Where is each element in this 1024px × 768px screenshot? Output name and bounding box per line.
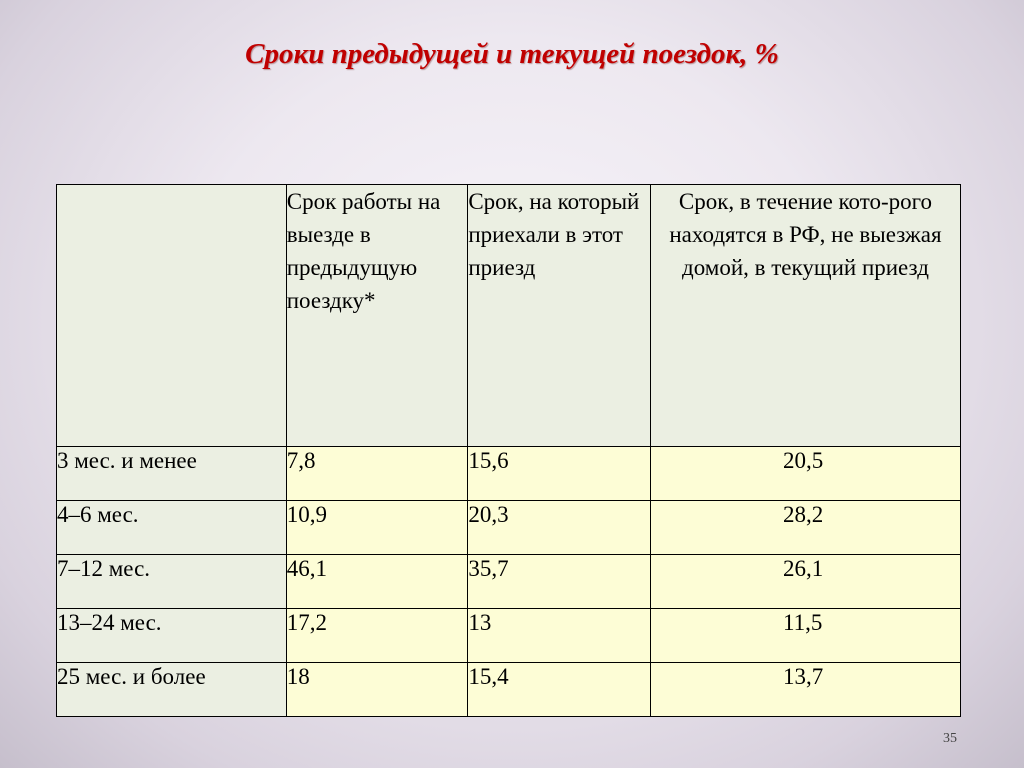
table-row [57,663,961,717]
slide-title: Сроки предыдущей и текущей поездок, % [245,38,779,70]
table-cell: 11,5 [650,609,960,663]
table-row [57,447,961,501]
table-row [57,501,961,555]
table-cell: 15,4 [468,663,651,717]
row-label: 13–24 мес. [57,609,287,663]
table-cell: 15,6 [468,447,651,501]
table-row [57,555,961,609]
row-label: 3 мес. и менее [57,447,287,501]
table-header-corner [57,185,287,447]
table-header-previous-trip: Срок работы на выезде в предыдущую поездку* [286,185,468,447]
row-label: 4–6 мес. [57,501,287,555]
table-header-current-stay: Срок, в течение кото-рого находятся в РФ, не выезжая домой, в текущий приезд [650,185,960,447]
table-cell: 35,7 [468,555,651,609]
table-cell: 20,5 [650,447,960,501]
table-cell: 46,1 [286,555,468,609]
table-cell: 17,2 [286,609,468,663]
row-label: 25 мес. и более [57,663,287,717]
page-number: 35 [943,731,957,746]
table-header-row [57,185,961,447]
table-cell: 13,7 [650,663,960,717]
table-header-planned-stay: Срок, на который приехали в этот приезд [468,185,651,447]
table-cell: 13 [468,609,651,663]
table-cell: 28,2 [650,501,960,555]
table-cell: 20,3 [468,501,651,555]
table-cell: 7,8 [286,447,468,501]
table-cell: 10,9 [286,501,468,555]
table-cell: 18 [286,663,468,717]
data-table [56,184,961,717]
table-cell: 26,1 [650,555,960,609]
row-label: 7–12 мес. [57,555,287,609]
table-row [57,609,961,663]
